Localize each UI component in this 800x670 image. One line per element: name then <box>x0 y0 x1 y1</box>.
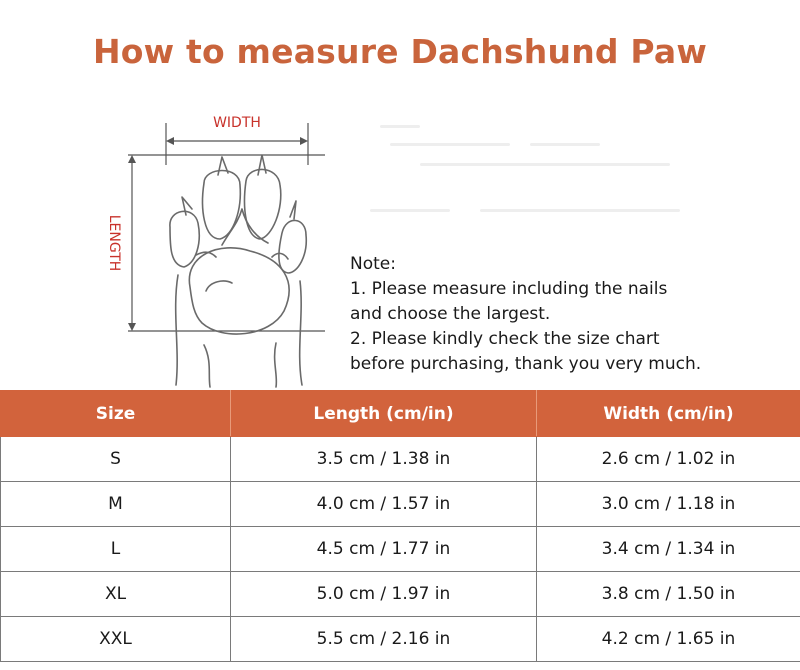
cell-size: S <box>1 437 231 482</box>
note-line: 2. Please kindly check the size chart <box>350 329 660 349</box>
cell-width: 3.4 cm / 1.34 in <box>537 527 800 572</box>
note-line: 1. Please measure including the nails <box>350 279 668 299</box>
column-header-width: Width (cm/in) <box>537 391 800 437</box>
table-row <box>1 527 800 572</box>
cell-size: L <box>1 527 231 572</box>
length-label: LENGTH <box>106 214 122 272</box>
table-row <box>1 572 800 617</box>
cell-width: 3.8 cm / 1.50 in <box>537 572 800 617</box>
cell-width: 4.2 cm / 1.65 in <box>537 617 800 662</box>
column-header-size: Size <box>1 391 231 437</box>
cell-length: 5.0 cm / 1.97 in <box>231 572 537 617</box>
note-line: before purchasing, thank you very much. <box>350 354 702 374</box>
cell-length: 5.5 cm / 2.16 in <box>231 617 537 662</box>
paw-measurement-diagram <box>100 105 340 390</box>
cell-size: M <box>1 482 231 527</box>
table-header-row <box>1 391 800 437</box>
cell-length: 3.5 cm / 1.38 in <box>231 437 537 482</box>
width-label: WIDTH <box>213 115 261 131</box>
dog-paw-outline-icon <box>100 105 340 390</box>
table-row <box>1 482 800 527</box>
cell-width: 3.0 cm / 1.18 in <box>537 482 800 527</box>
cell-size: XXL <box>1 617 231 662</box>
table-row <box>1 437 800 482</box>
cell-length: 4.0 cm / 1.57 in <box>231 482 537 527</box>
cell-length: 4.5 cm / 1.77 in <box>231 527 537 572</box>
note-heading: Note: <box>350 254 396 274</box>
cell-width: 2.6 cm / 1.02 in <box>537 437 800 482</box>
page-title: How to measure Dachshund Paw <box>92 32 708 71</box>
faded-background-text <box>360 115 690 230</box>
measurement-note <box>350 252 790 377</box>
table-row <box>1 617 800 662</box>
cell-size: XL <box>1 572 231 617</box>
size-chart-table <box>0 390 800 662</box>
note-line: and choose the largest. <box>350 304 551 324</box>
column-header-length: Length (cm/in) <box>231 391 537 437</box>
